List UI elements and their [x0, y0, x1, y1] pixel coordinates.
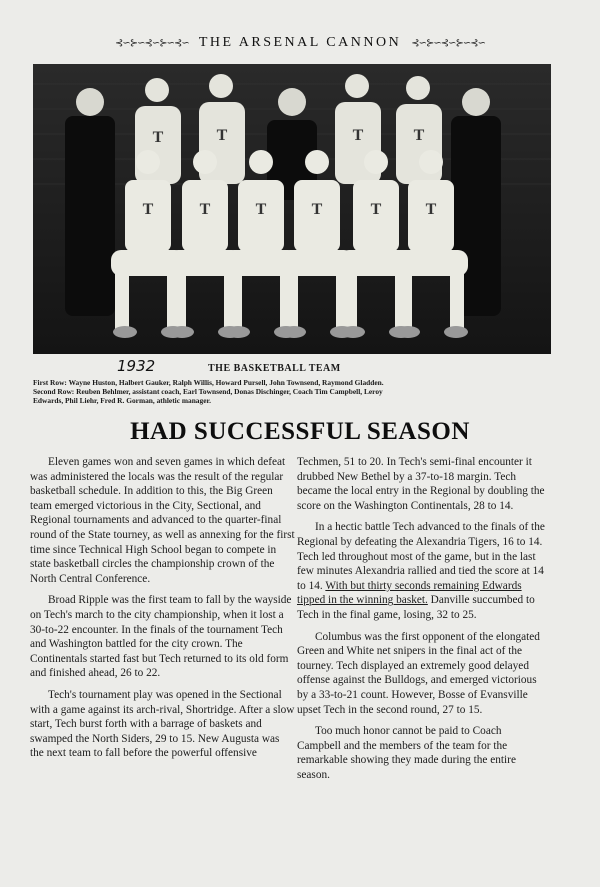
ornament-left: ⊰∽⊱∽⊰∽⊱∽⊰∽ [115, 37, 189, 49]
article-headline: HAD SUCCESSFUL SEASON [130, 418, 470, 445]
svg-text:T: T [370, 201, 382, 218]
paragraph: Tech's tournament play was opened in the Sectional with a game against its arch-rival, Shortridge. After a slow start, Tech burst forth with a barrage of baskets and swamped the North Siders, 29 to 15. New Augusta was the next team to fall before the powerful offensive [30, 688, 295, 760]
svg-text:T: T [425, 201, 437, 218]
svg-text:T: T [255, 201, 267, 218]
svg-text:T: T [142, 201, 154, 218]
photo-caption [33, 378, 553, 405]
handwritten-year: 1932 [117, 357, 156, 375]
masthead [30, 33, 570, 53]
article-column-right [297, 455, 547, 782]
publication-title: THE ARSENAL CANNON [198, 35, 402, 50]
svg-text:T: T [199, 201, 211, 218]
paragraph: Broad Ripple was the first team to fall by the wayside on Tech's march to the city championship, when it lost a 30-to-22 encounter. In the finals of the tournament Tech and Washington battled for the city crown. The Continentals started fast but Tech returned to its old form and finished ahead, 26 to 22. [30, 594, 292, 680]
paragraph [297, 520, 547, 622]
article-column-left [30, 455, 295, 761]
svg-text:T: T [311, 201, 323, 218]
svg-text:T: T [352, 127, 364, 144]
shoes [113, 326, 468, 338]
paragraph: Columbus was the first opponent of the elongated Green and White net snipers in the final act of the tourney. Tech displayed an extremely good delayed offense against the Bulldogs, and emerged victorious by a 33-to-21 count. However, Bosse of Evansville upset Tech in the second round, 27 to 15. [297, 630, 540, 716]
svg-text:T: T [413, 127, 425, 144]
paragraph: Too much honor cannot be paid to Coach Campbell and the members of the team for the remarkable showing they made during the entire season. [297, 725, 516, 781]
svg-text:T: T [216, 127, 228, 144]
team-photo [33, 64, 551, 354]
paragraph: Eleven games won and seven games in which defeat was administered the locals was the result of the regular basketball schedule. In addition to this, the Big Green team emerged victorious in the City, Sectional, and Regional tournaments and advanced to the quarter-final round of the State tourney, as well as annexing for the first time since Technical High School began to compete in state basketball circles the championship crown of the North Central Conference. [30, 456, 295, 585]
ornament-right: ⊰∽⊱∽⊰∽⊱∽⊰∽ [411, 37, 485, 49]
svg-text:T: T [152, 129, 164, 146]
caption-first-row: First Row: Wayne Huston, Halbert Gauker, Ralph Willis, Howard Pursell, John Townsend, Raymond Gladden. [33, 378, 384, 387]
caption-second-row: Second Row: Reuben Behlmer, assistant coach, Earl Townsend, Donas Dischinger, Coach Tim Campbell, Leroy [33, 387, 383, 396]
paragraph-text: In a hectic battle Tech advanced to the finals of the Regional by defeating the Alexandria Tigers, 16 to 14. Tech led throughout most of the game, but in the last few minutes Alexandria rallied and tied the score at 14 to 14. [297, 521, 545, 592]
paragraph-continued: Techmen, 51 to 20. In Tech's semi-final encounter it drubbed New Bethel by a 37-to-18 margin. Tech became the local entry in the Regional by doubling the score on the Washington Continentals, 28 to 14. [297, 456, 545, 512]
underlined-passage: With but thirty seconds remaining Edwards tipped in the winning basket. [297, 579, 522, 607]
caption-title: THE BASKETBALL TEAM [208, 363, 341, 374]
caption-third-row: Edwards, Phil Liehr, Fred R. Gorman, athletic manager. [33, 396, 211, 405]
paragraph-text: Danville succumbed to Tech in the final game, losing, 32 to 25. [297, 594, 535, 621]
